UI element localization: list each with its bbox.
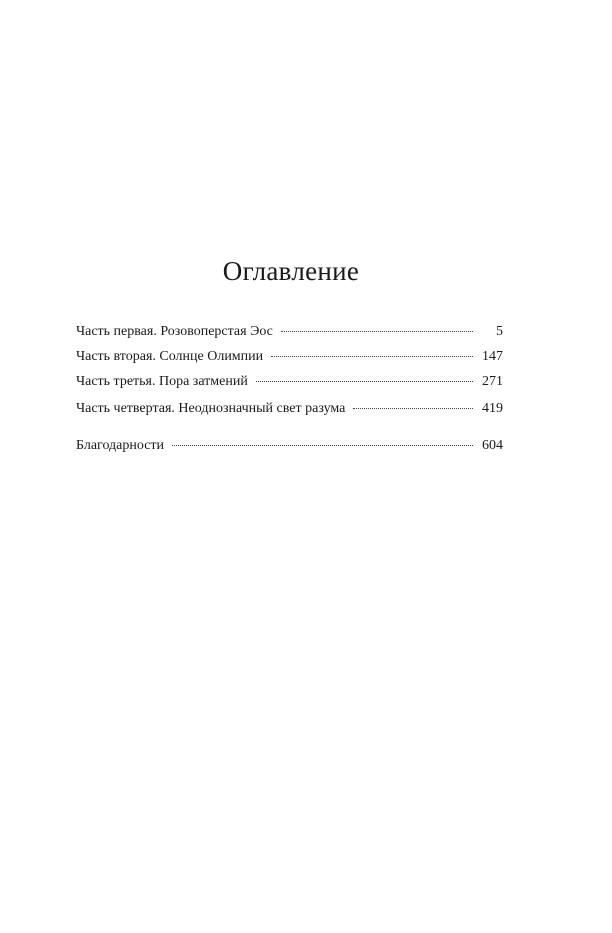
toc-list	[76, 324, 503, 454]
dot-leader	[281, 331, 473, 332]
dot-leader	[353, 408, 473, 409]
dot-leader	[172, 445, 473, 446]
toc-entry-part-3	[76, 374, 503, 390]
toc-entry-part-4	[76, 401, 503, 417]
dot-leader	[271, 356, 473, 357]
toc-entry-page-number: 271	[482, 374, 503, 389]
toc-entry-label: Часть третья. Пора затмений	[76, 374, 248, 389]
toc-entry-part-2	[76, 349, 503, 365]
dot-leader	[256, 381, 473, 382]
toc-entry-page-number: 5	[496, 324, 503, 339]
toc-title: Оглавление	[222, 256, 360, 286]
toc-entry-part-1	[76, 324, 503, 340]
toc-entry-page-number: 419	[482, 401, 503, 416]
toc-entry-label: Часть первая. Розовоперстая Эос	[76, 324, 273, 339]
toc-entry-label: Часть вторая. Солнце Олимпии	[76, 349, 264, 364]
toc-entry-acknowledgements	[76, 438, 503, 454]
toc-entry-page-number: 147	[482, 349, 503, 364]
toc-entry-label: Часть четвертая. Неоднозначный свет разума	[76, 401, 346, 416]
toc-entry-page-number: 604	[482, 438, 503, 453]
toc-entry-label: Благодарности	[76, 438, 165, 453]
